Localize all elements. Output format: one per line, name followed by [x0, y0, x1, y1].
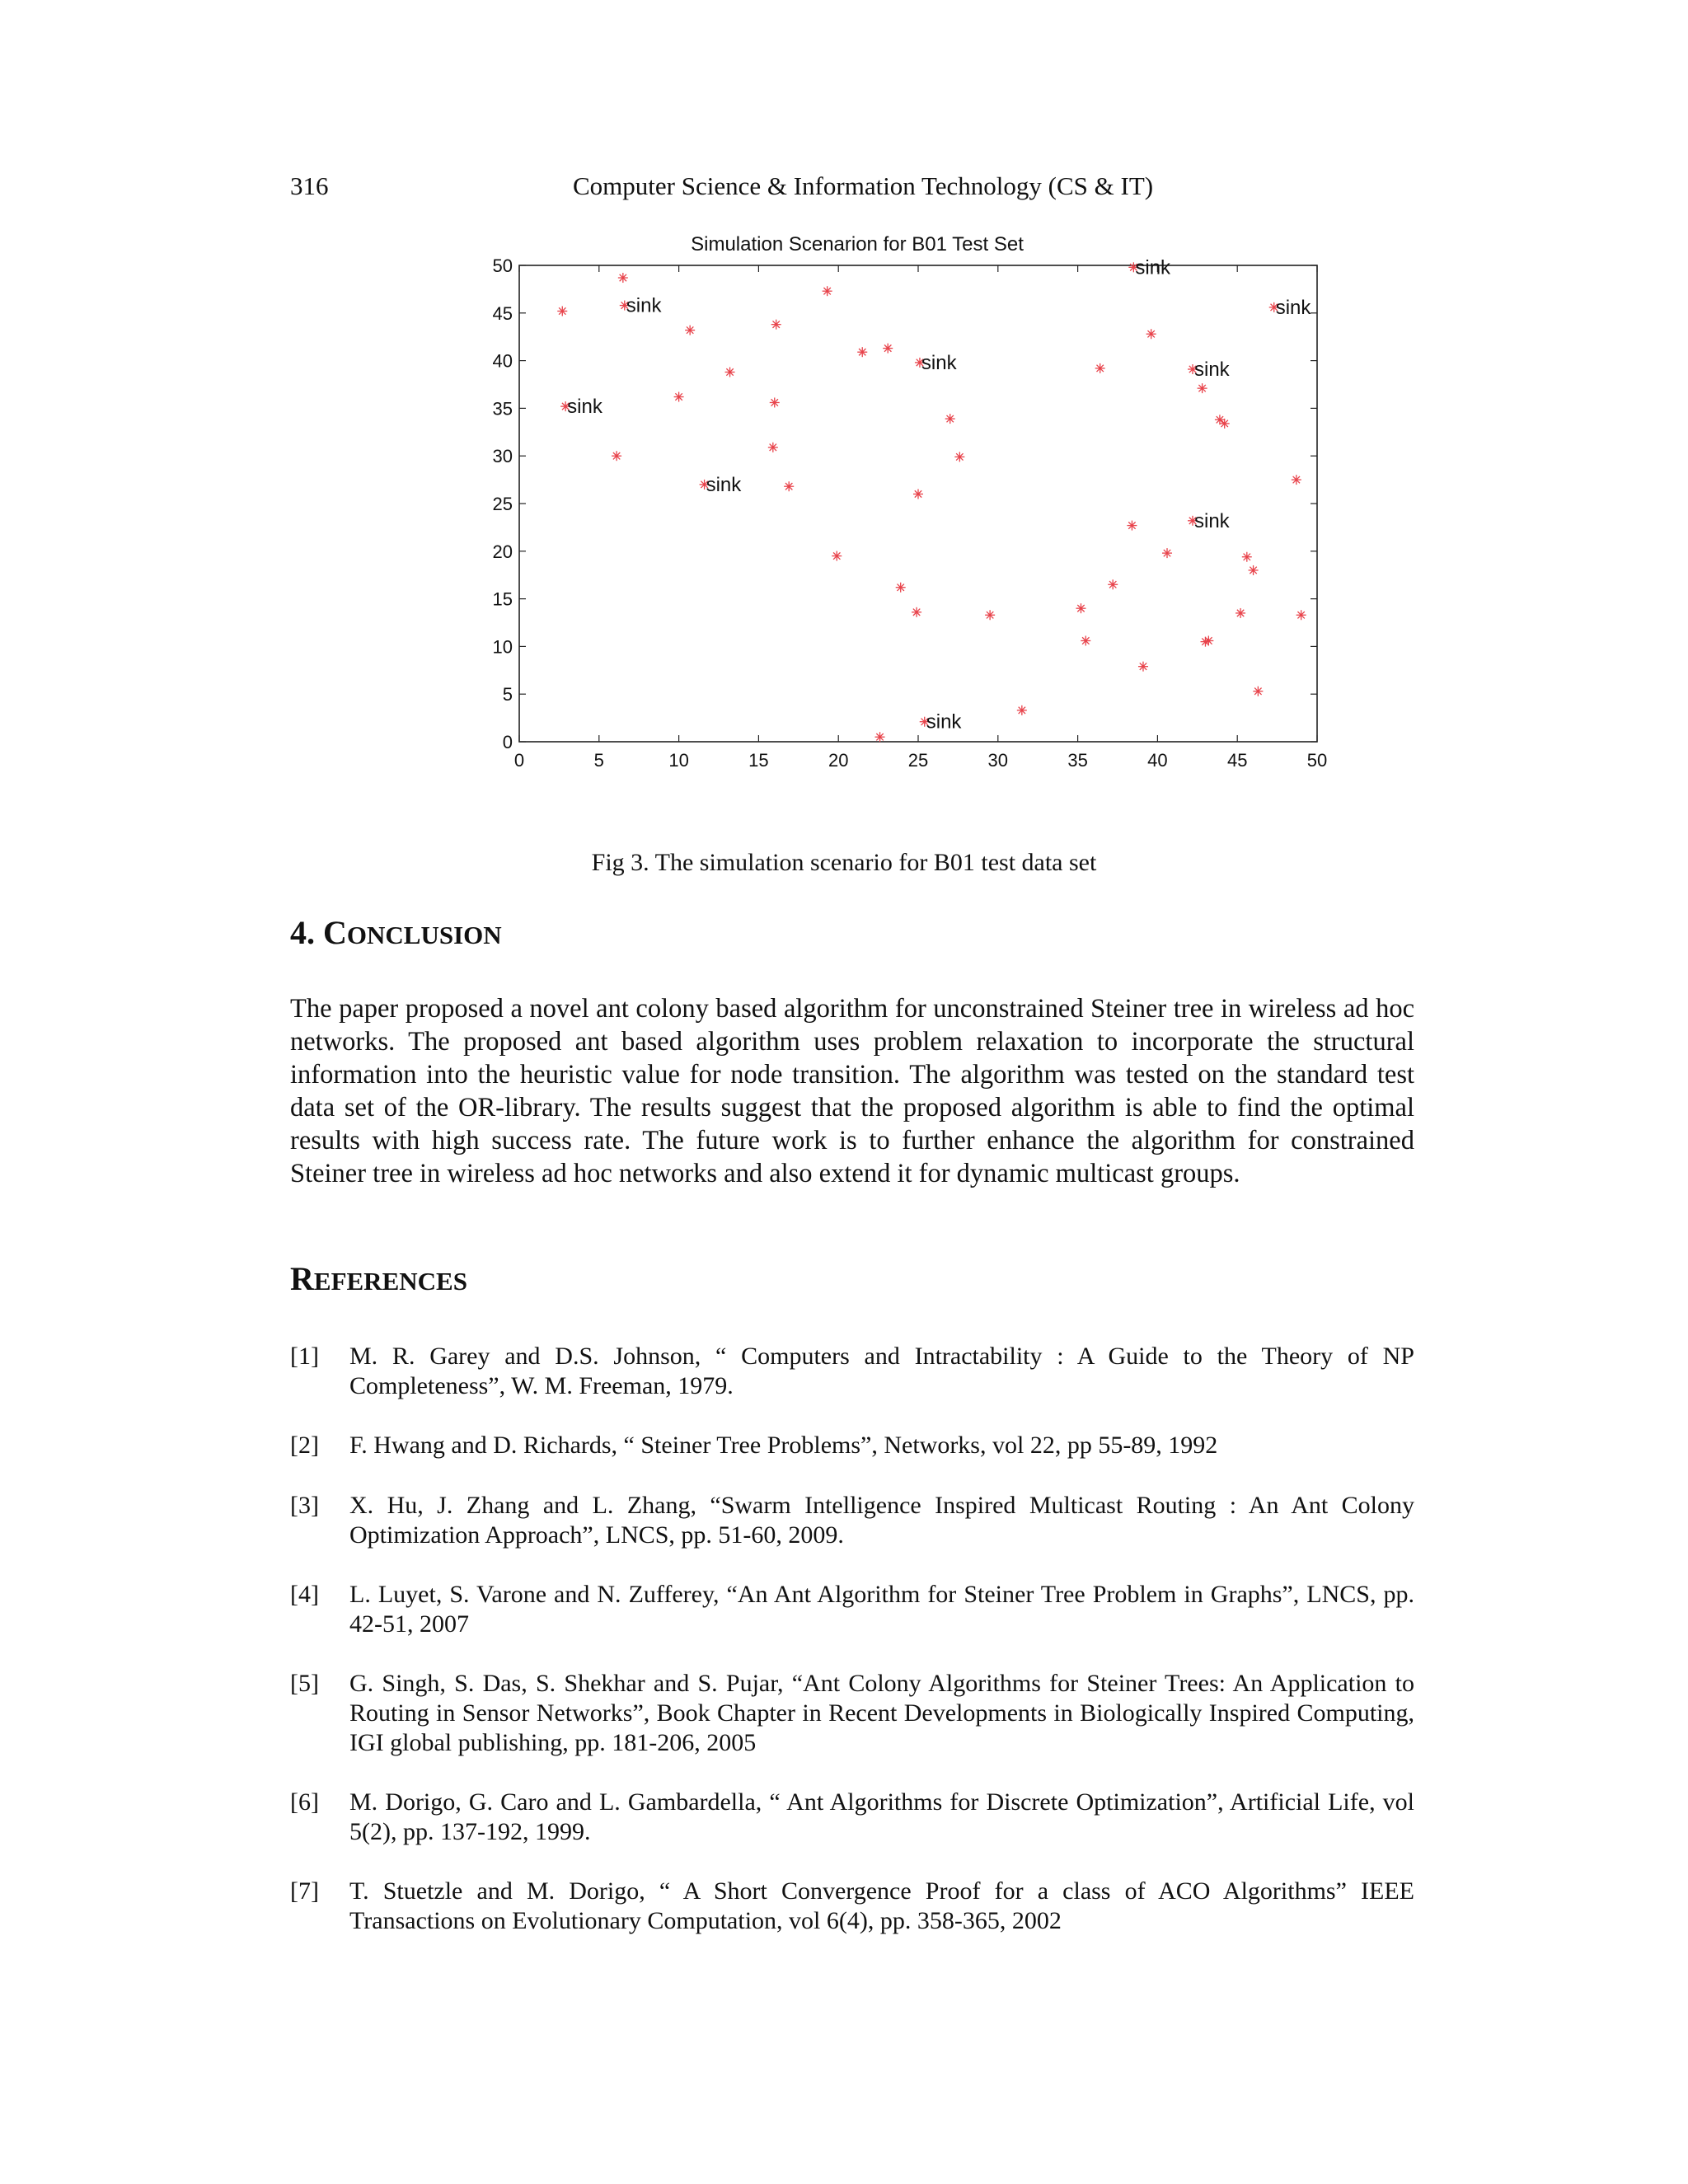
sink-label: sink — [706, 473, 742, 496]
page-number: 316 — [290, 171, 329, 200]
section-number: 4. — [290, 914, 315, 951]
node-point — [725, 367, 735, 377]
page-header — [290, 171, 1416, 204]
sink-label: sink — [1193, 359, 1230, 382]
sink-label: sink — [921, 351, 957, 374]
x-tick-label: 25 — [907, 750, 929, 771]
node-point — [768, 443, 778, 452]
x-tick-label: 30 — [987, 750, 1009, 771]
node-point — [612, 451, 621, 461]
reference-text: F. Hwang and D. Richards, “ Steiner Tree Problems”, Networks, vol 22, pp 55-89, 1992 — [349, 1432, 1218, 1459]
references-title-initial: R — [290, 1260, 314, 1297]
reference-text: G. Singh, S. Das, S. Shekhar and S. Pujar, “Ant Colony Algorithms for Steiner Trees: An Application to Routing in Sensor Networks”, Book Chapter in Recent Developments in Biologically Inspired Computing, IGI global publishing, pp. 181-206, 2005 — [349, 1670, 1414, 1756]
node-point — [1236, 608, 1245, 618]
x-tick-label: 40 — [1147, 750, 1168, 771]
node-point — [883, 344, 893, 354]
y-tick-label: 10 — [492, 636, 513, 658]
node-point — [771, 320, 781, 330]
reference-number: [4] — [290, 1581, 319, 1608]
reference-text: T. Stuetzle and M. Dorigo, “ A Short Convergence Proof for a class of ACO Algorithms” IEEE Transactions on Evolutionary Computation, vol 6(4), pp. 358-365, 2002 — [349, 1877, 1414, 1934]
node-point — [1253, 687, 1263, 696]
x-tick-label: 0 — [513, 750, 525, 771]
x-tick-label: 10 — [668, 750, 689, 771]
node-point — [784, 481, 794, 491]
reference-number: [3] — [290, 1492, 319, 1519]
plot-area — [519, 265, 1317, 742]
node-point — [674, 392, 684, 402]
node-point — [1095, 363, 1105, 373]
node-point — [1146, 329, 1156, 339]
reference-number: [1] — [290, 1343, 319, 1370]
sink-label: sink — [1275, 296, 1311, 319]
y-tick-label: 35 — [492, 398, 513, 419]
section-title-initial: C — [323, 914, 347, 951]
y-tick-label: 0 — [502, 732, 513, 752]
reference-list — [290, 1342, 1414, 1966]
reference-item — [290, 1491, 1414, 1550]
reference-number: [2] — [290, 1432, 319, 1459]
reference-text: M. Dorigo, G. Caro and L. Gambardella, “ Ant Algorithms for Discrete Optimization”, Artificial Life, vol 5(2), pp. 137-192, 1999. — [349, 1788, 1414, 1845]
x-tick-label: 45 — [1226, 750, 1248, 771]
node-point — [1296, 610, 1306, 620]
y-tick-label: 20 — [492, 541, 513, 562]
x-tick-label: 5 — [593, 750, 604, 771]
node-point — [1162, 548, 1172, 558]
sink-label: sink — [1193, 509, 1230, 532]
node-point — [954, 452, 964, 462]
x-tick-label: 15 — [748, 750, 769, 771]
reference-number: [6] — [290, 1788, 319, 1816]
references-heading — [290, 1259, 467, 1298]
node-point — [618, 273, 628, 283]
conclusion-heading — [290, 913, 502, 952]
y-tick-label: 5 — [502, 684, 513, 705]
reference-text: L. Luyet, S. Varone and N. Zufferey, “An Ant Algorithm for Steiner Tree Problem in Graphs”, LNCS, pp. 42-51, 2007 — [349, 1581, 1414, 1638]
node-point — [1108, 579, 1118, 589]
y-tick-label: 15 — [492, 588, 513, 610]
references-title-rest: EFERENCES — [313, 1267, 467, 1296]
node-point — [1138, 662, 1148, 672]
reference-number: [7] — [290, 1877, 319, 1905]
node-point — [557, 306, 567, 316]
node-point — [832, 551, 842, 561]
sink-label: sink — [926, 710, 962, 733]
x-tick-label: 20 — [828, 750, 849, 771]
reference-text: M. R. Garey and D.S. Johnson, “ Computers and Intractability : A Guide to the Theory of NP Completeness”, W. M. Freeman, 1979. — [349, 1343, 1414, 1399]
y-tick-label: 30 — [492, 446, 513, 467]
section-title-rest: ONCLUSION — [346, 921, 502, 949]
reference-item — [290, 1580, 1414, 1639]
node-point — [875, 732, 885, 742]
x-tick-label: 50 — [1306, 750, 1328, 771]
node-point — [1203, 635, 1213, 645]
reference-item — [290, 1342, 1414, 1401]
y-tick-label: 40 — [492, 350, 513, 372]
node-point — [912, 607, 921, 617]
node-point — [985, 610, 995, 620]
sink-label: sink — [626, 294, 662, 317]
running-title: Computer Science & Information Technology (CS & IT) — [573, 171, 1154, 200]
node-point — [913, 489, 923, 499]
sink-label: sink — [1135, 256, 1171, 279]
reference-text: X. Hu, J. Zhang and L. Zhang, “Swarm Intelligence Inspired Multicast Routing : An Ant Colony Optimization Approach”, LNCS, pp. 51-60, 2009. — [349, 1492, 1414, 1549]
node-point — [1292, 475, 1301, 485]
reference-item — [290, 1669, 1414, 1758]
x-tick-label: 35 — [1067, 750, 1088, 771]
node-point — [1127, 521, 1137, 531]
node-point — [1081, 635, 1090, 645]
node-point — [1249, 565, 1259, 575]
y-tick-label: 25 — [492, 494, 513, 514]
sink-label: sink — [567, 396, 603, 419]
node-point — [857, 347, 867, 357]
node-point — [685, 326, 695, 335]
y-tick-label: 45 — [492, 302, 513, 324]
reference-number: [5] — [290, 1670, 319, 1697]
node-point — [1198, 383, 1207, 393]
node-point — [1076, 603, 1085, 613]
reference-item — [290, 1431, 1414, 1460]
node-point — [770, 397, 780, 407]
figure-caption: Fig 3. The simulation scenario for B01 test data set — [591, 849, 1097, 876]
node-point — [1017, 705, 1027, 715]
node-point — [1242, 552, 1252, 562]
conclusion-paragraph: The paper proposed a novel ant colony based algorithm for unconstrained Steiner tree in wireless ad hoc networks. The proposed ant based algorithm uses problem relaxation to incorporate the structural information into the heuristic value for node transition. The algorithm was tested on the standard test data set of the OR-library. The results suggest that the proposed algorithm is able to find the optimal results with high success rate. The future work is to further enhance the algorithm for constrained Steiner tree in wireless ad hoc networks and also extend it for dynamic multicast groups. — [290, 994, 1414, 1188]
reference-item — [290, 1788, 1414, 1847]
y-tick-label: 50 — [492, 255, 513, 276]
scatter-chart — [462, 223, 1335, 783]
node-point — [896, 583, 906, 593]
reference-item — [290, 1877, 1414, 1936]
chart-title: Simulation Scenarion for B01 Test Set — [691, 233, 1024, 255]
node-point — [823, 286, 832, 296]
node-point — [945, 414, 955, 424]
